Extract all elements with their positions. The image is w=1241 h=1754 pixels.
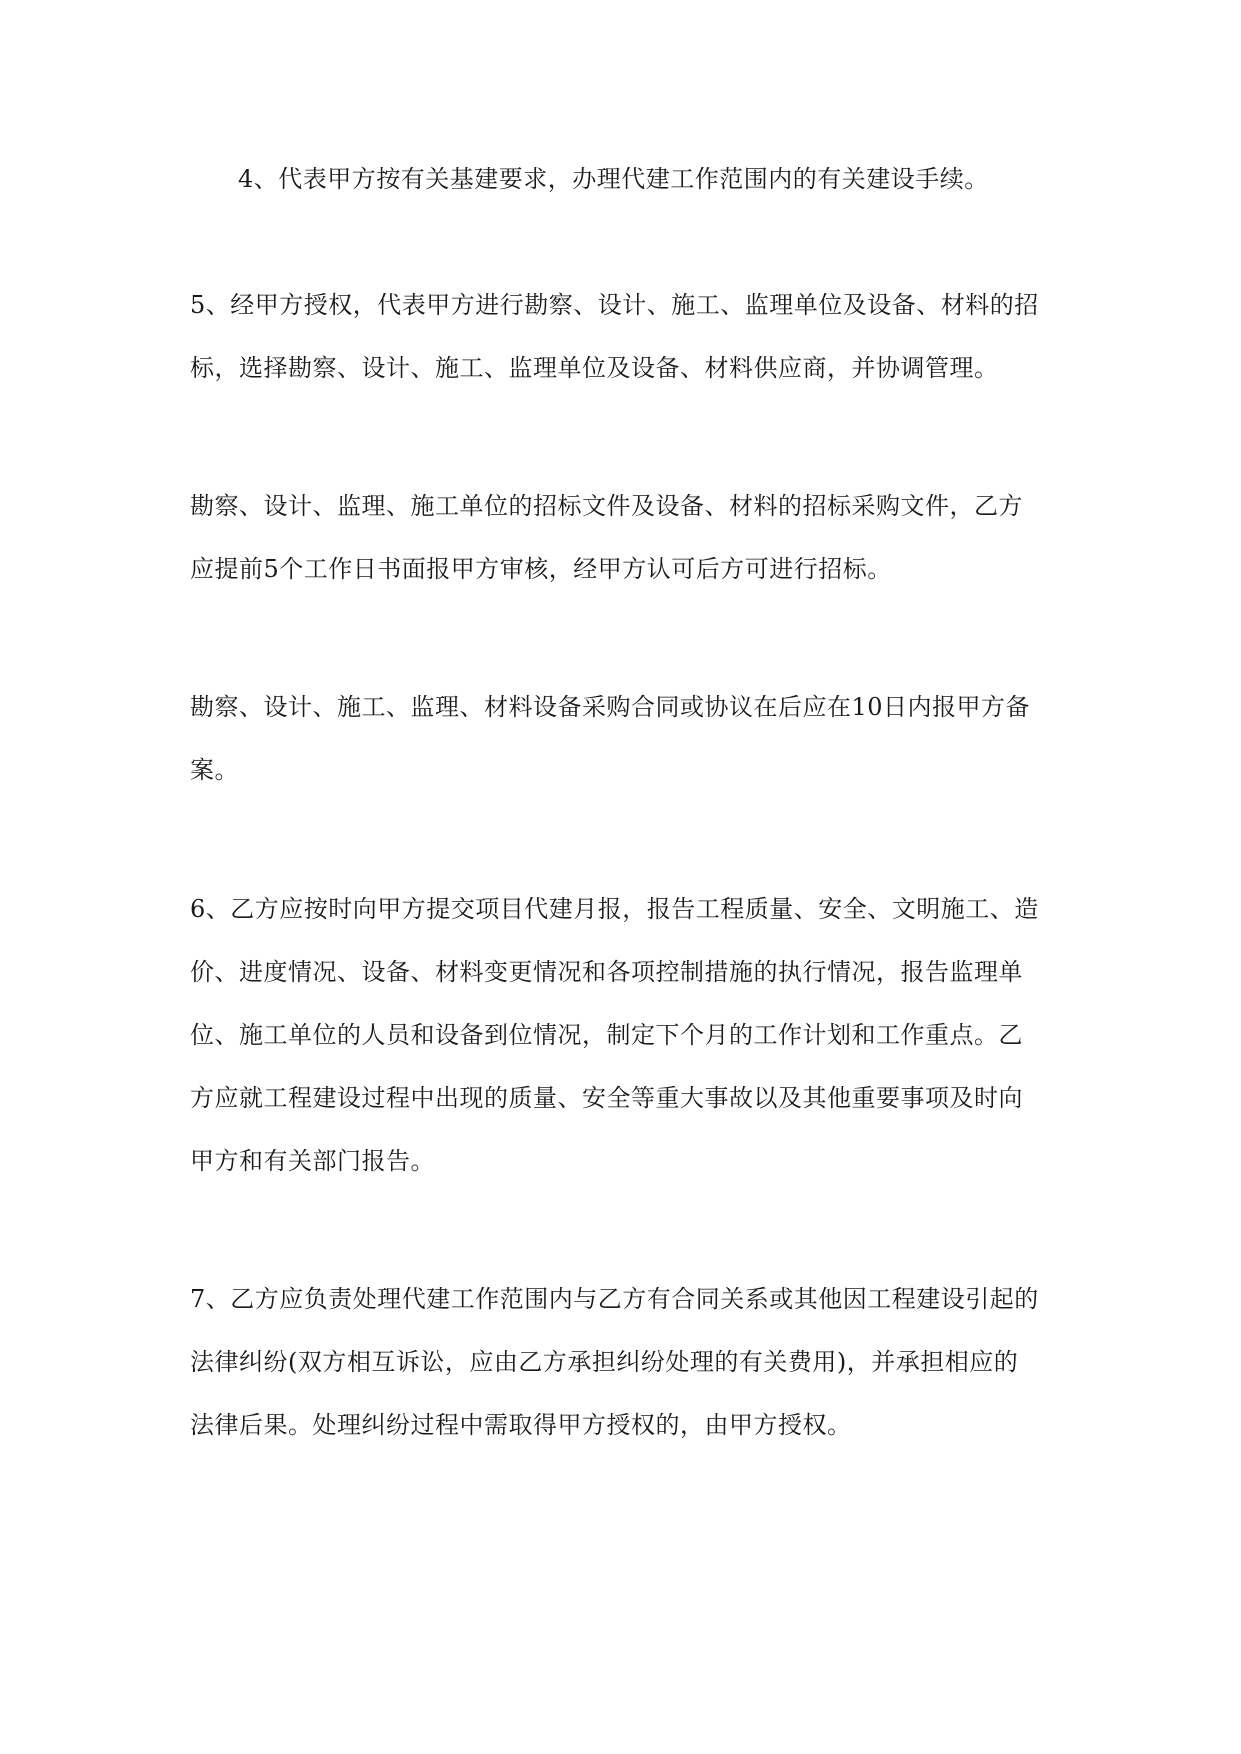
paragraph-line: 勘察、设计、监理、施工单位的招标文件及设备、材料的招标采购文件，乙方: [190, 492, 1023, 520]
paragraph-line: 案。: [190, 756, 239, 784]
paragraph-line: 法律后果。处理纠纷过程中需取得甲方授权的，由甲方授权。: [190, 1411, 852, 1439]
paragraph-line: 方应就工程建设过程中出现的质量、安全等重大事故以及其他重要事项及时向: [190, 1084, 1023, 1112]
paragraph-item-7: [190, 1268, 1060, 1457]
paragraph-line: 标，选择勘察、设计、施工、监理单位及设备、材料供应商，并协调管理。: [190, 354, 999, 382]
paragraph-item-4: [190, 148, 1060, 211]
paragraph-line: 应提前5个工作日书面报甲方审核，经甲方认可后方可进行招标。: [190, 555, 892, 583]
paragraph-line: 勘察、设计、施工、监理、材料设备采购合同或协议在后应在10日内报甲方备: [190, 693, 1031, 721]
paragraph-line: 甲方和有关部门报告。: [190, 1147, 435, 1175]
paragraph-line: 法律纠纷(双方相互诉讼，应由乙方承担纠纷处理的有关费用)，并承担相应的: [190, 1348, 1019, 1376]
paragraph-item-6: [190, 878, 1060, 1193]
paragraph-line: 5、经甲方授权，代表甲方进行勘察、设计、施工、监理单位及设备、材料的招: [190, 291, 1039, 319]
paragraph-bidding-documents: [190, 475, 1060, 601]
paragraph-line: 6、乙方应按时向甲方提交项目代建月报，报告工程质量、安全、文明施工、造: [190, 895, 1039, 923]
paragraph-contract-filing: [190, 676, 1060, 802]
paragraph-line: 7、乙方应负责处理代建工作范围内与乙方有合同关系或其他因工程建设引起的: [190, 1285, 1039, 1313]
paragraph-line: 4、代表甲方按有关基建要求，办理代建工作范围内的有关建设手续。: [238, 165, 989, 193]
paragraph-item-5: [190, 274, 1060, 400]
paragraph-line: 位、施工单位的人员和设备到位情况，制定下个月的工作计划和工作重点。乙: [190, 1021, 1023, 1049]
paragraph-line: 价、进度情况、设备、材料变更情况和各项控制措施的执行情况，报告监理单: [190, 958, 1023, 986]
